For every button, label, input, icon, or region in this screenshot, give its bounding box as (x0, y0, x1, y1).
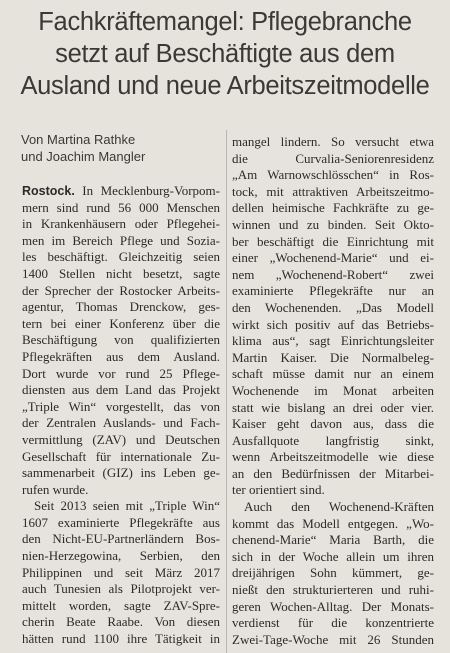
article-line: dreijährigen Sohn kümmert, ge- (232, 565, 434, 581)
article-line: men im Bereich Pflege und Sozia- (22, 232, 220, 248)
headline-line: Fachkräftemangel: Pflegebranche (38, 8, 412, 36)
byline-line: und Joachim Mangler (21, 149, 146, 164)
article-text: In Mecklenburg-Vorpom- (74, 183, 220, 198)
article-line: der Zentralen Auslands- und Fach- (22, 415, 220, 431)
article-line: schaft müsse damit nur an einem (232, 366, 434, 382)
article-line: nem „Wochenend-Robert“ zwei (232, 266, 434, 282)
article-line: chenend-Marie“ Maria Barth, die (232, 532, 434, 548)
article-line: cherin Beate Raabe. Von diesen (22, 614, 220, 630)
article-line: nien-Herzegowina, Serbien, den (22, 548, 220, 564)
article-line: agentur, Thomas Drenckow, ges- (22, 299, 220, 315)
headline (8, 6, 442, 102)
article-line: wirkt sich positiv auf das Betriebs- (232, 316, 434, 332)
article-line: einer „Wochenend-Marie“ und ei- (232, 250, 434, 266)
article-line: mangel lindern. So versucht etwa (232, 134, 434, 149)
article-line: les beschäftigt. Gleichzeitig seien (22, 249, 220, 265)
article-line: diensten aus dem Land das Projekt (22, 382, 220, 398)
article-line: verdienst für die konzentrierte (232, 615, 434, 631)
article-line: Dort wurde vor rund 25 Pflege- (22, 365, 220, 381)
article-line: statt wie bislang an drei oder vier. (232, 399, 434, 415)
article-line: Zwei-Tage-Woche mit 26 Stunden (232, 631, 434, 647)
article-line: klima aus“, sagt Einrichtungsleiter (232, 333, 434, 349)
article-line: an den Bedürfnissen der Mitarbei- (232, 465, 434, 481)
article-line: den Wochenenden. „Das Modell (232, 299, 434, 315)
article-line: den Nicht-EU-Partnerländern Bos- (22, 531, 220, 547)
article-line: ter orientiert sind. (232, 482, 325, 498)
article-line: Beschäftigung von qualifizierten (22, 332, 220, 348)
article-line: „Am Warnowschlösschen“ in Ros- (232, 167, 434, 183)
article-line: tern bei einer Konferenz über die (22, 315, 220, 331)
article-line: mittelt worden, sagte ZAV-Spre- (22, 597, 220, 613)
article-line: 1400 Stellen nicht besetzt, sagte (22, 265, 220, 281)
article-line: 1607 examinierte Pflegekräfte aus (22, 514, 220, 530)
article-line: ber beschäftigt die Einrichtung mit (232, 233, 434, 249)
article-line: nießt den strukturierteren und ruhi- (232, 582, 434, 598)
article-line: Seit 2013 seien mit „Triple Win“ (34, 498, 220, 514)
article-line: die Curvalia-Seniorenresidenz (232, 150, 434, 166)
article-line: hätten rund 1100 ihre Tätigkeit in (22, 631, 220, 647)
article-line: Pflegekräften aus dem Ausland. (22, 348, 220, 364)
article-line: Kaiser geht davon aus, dass die (232, 416, 434, 432)
dateline: Rostock. (22, 184, 75, 198)
article-line (22, 183, 220, 200)
byline (21, 131, 221, 165)
article-line: mern sind rund 56 000 Menschen (22, 199, 220, 215)
article-line: in Krankenhäusern oder Pflegehei- (22, 216, 220, 232)
article-line: der Sprecher der Rostocker Arbeits- (22, 282, 220, 298)
article-line: Wochenende im Monat arbeiten (232, 382, 434, 398)
article-line: examinierte Pflegekräfte nur an (232, 283, 434, 299)
article-column-right (232, 134, 434, 648)
article-line: winnen und zu binden. Seit Okto- (232, 216, 434, 232)
article-line: Gesellschaft für internationale Zu- (22, 448, 220, 464)
article-column-left (22, 183, 220, 648)
article-line: Martin Kaiser. Die Normalbeleg- (232, 349, 434, 365)
article-line: kommt das Modell entgegen. „Wo- (232, 515, 434, 531)
article-line: „Triple Win“ vorgestellt, das von (22, 398, 220, 414)
article-line: Ausfallquote langfristig sinkt, (232, 432, 434, 448)
article-line: tock, mit attraktiven Arbeitszeitmo- (232, 183, 434, 199)
article-line: rufen wurde. (22, 481, 89, 497)
article-line: sich in der Woche allein um ihren (232, 548, 434, 564)
headline-line: setzt auf Beschäftigte aus dem (55, 40, 395, 68)
article-line: auch Tunesien als Pilotprojekt ver- (22, 581, 220, 597)
article-line: vermittlung (ZAV) und Deutschen (22, 431, 220, 447)
article-line: wenn Arbeitszeitmodelle wie diese (232, 449, 434, 465)
article-line: Auch den Wochenend-Kräften (244, 499, 434, 515)
column-divider (226, 130, 227, 653)
article-line: geren Wochen-Alltag. Der Monats- (232, 598, 434, 614)
article-line: dellen heimische Fachkräfte zu ge- (232, 200, 434, 216)
headline-line: Ausland und neue Arbeitszeitmodelle (20, 72, 430, 100)
article-line: Philippinen und seit März 2017 (22, 564, 220, 580)
article-line: sammenarbeit (GIZ) ins Leben ge- (22, 465, 220, 481)
byline-line: Von Martina Rathke (21, 132, 136, 147)
